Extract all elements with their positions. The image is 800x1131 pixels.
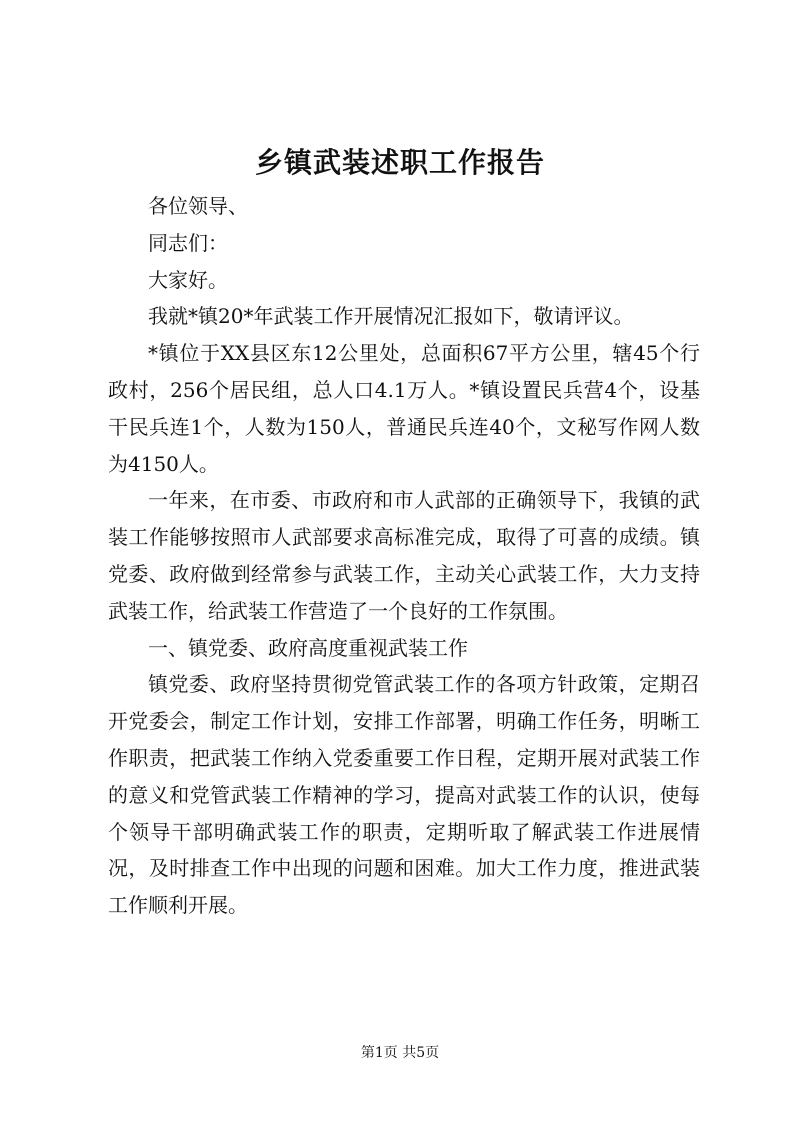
section-1-paragraph: 镇党委、政府坚持贯彻党管武装工作的各项方针政策，定期召开党委会，制定工作计划，安排工作部署，明确工作任务，明晰工作职责，把武装工作纳入党委重要工作日程，定期开展对武装工作的意义和党管武装工作精神的学习，提高对武装工作的认识，使每个领导干部明确武装工作的职责，定期听取了解武装工作进展情况，及时排查工作中出现的问题和困难。加大工作力度，推进武装工作顺利开展。 [108, 672, 700, 918]
year-summary-paragraph: 一年来，在市委、市政府和市人武部的正确领导下，我镇的武装工作能够按照市人武部要求高标准完成，取得了可喜的成绩。镇党委、政府做到经常参与武装工作，主动关心武装工作，大力支持武装工作，给武装工作营造了一个良好的工作氛围。 [108, 488, 700, 623]
section-heading-1: 一、镇党委、政府高度重视武装工作 [148, 635, 468, 660]
greeting: 大家好。 [148, 267, 228, 292]
salutation-leaders: 各位领导、 [148, 194, 248, 218]
salutation-comrades: 同志们： [148, 230, 228, 255]
town-overview-paragraph: *镇位于XX县区东12公里处，总面积67平方公里，辖45个行政村，256个居民组，总人口4.1万人。*镇设置民兵营4个，设基干民兵连1个，人数为150人，普通民兵连40个，文秘写作网人数为4150人。 [108, 341, 700, 476]
document-body [108, 188, 700, 924]
intro-paragraph: 我就*镇20*年武装工作开展情况汇报如下，敬请评议。 [148, 304, 634, 329]
document-title: 乡镇武装述职工作报告 [254, 146, 545, 179]
page-number-footer: 第1页 共5页 [360, 1045, 440, 1061]
